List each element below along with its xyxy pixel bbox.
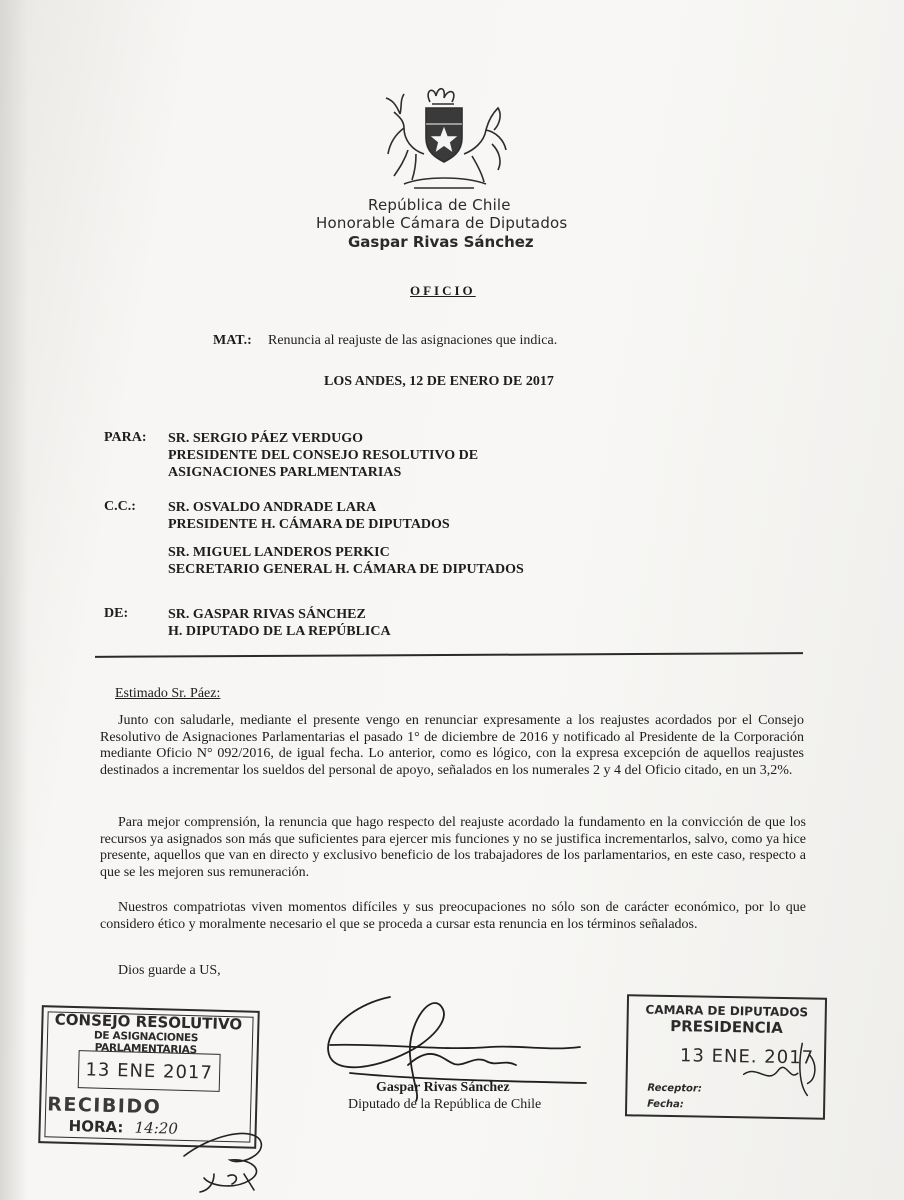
signer-name: Gaspar Rivas Sánchez [376, 1080, 510, 1095]
stamp-chamber-signature [737, 1034, 824, 1105]
de-label: DE: [104, 606, 129, 621]
cc-recipient-block-1 [168, 499, 450, 533]
salutation: Estimado Sr. Páez: [115, 686, 221, 701]
stamp-chamber-date: 13 ENE. 2017 [679, 1045, 815, 1069]
stamp-council-line2: DE ASIGNACIONES PARLAMENTARIAS [93, 1029, 199, 1057]
stamp-chamber-line2: PRESIDENCIA [670, 1017, 783, 1037]
header-republic: República de Chile [368, 196, 511, 214]
para-line: PRESIDENTE DEL CONSEJO RESOLUTIVO DE [168, 448, 479, 463]
place-date-line: LOS ANDES, 12 DE ENERO DE 2017 [324, 374, 554, 389]
stamp-hour-value: 14:20 [134, 1118, 179, 1138]
para-label: PARA: [104, 430, 147, 445]
closing-line: Dios guarde a US, [118, 963, 221, 978]
cc-line: SR. OSVALDO ANDRADE LARA [168, 500, 377, 515]
stamp-received-label: RECIBIDO [46, 1093, 162, 1119]
coat-of-arms-emblem [374, 84, 514, 194]
cc-recipient-block-2 [168, 544, 524, 578]
header-divider-rule [95, 652, 803, 658]
stamp-hour-row [68, 1117, 178, 1138]
cc-label: C.C.: [104, 499, 136, 514]
sender-block [168, 606, 391, 640]
reception-stamp-chamber [625, 994, 827, 1119]
body-paragraph: Junto con saludarle, mediante el presente vengo en renunciar expresamente a los reajustes acordados por el Consejo Resolutivo de Asignaciones Parlamentarias el pasado 1° de diciembre de 2016 y notificado al Presidente de la Corporación mediante Oficio N° 092/2016, de igual fecha. Lo anterior, como es lógico, con la expresa excepción de aquellos reajustes destinados a incrementar los sueldos del personal de apoyo, señalados en los numerales 2 y 4 del Oficio citado, en un 3,2%. [100, 713, 804, 778]
sender-line: H. DIPUTADO DE LA REPÚBLICA [168, 624, 391, 639]
para-line: ASIGNACIONES PARLMENTARIAS [168, 465, 402, 480]
subject-label: MAT.: [213, 333, 252, 348]
subject-text: Renuncia al reajuste de las asignaciones que indica. [268, 333, 558, 348]
stamp-date-box [78, 1050, 221, 1092]
body-paragraph: Para mejor comprensión, la renuncia que hago respecto del reajuste acordado la fundamento en la convicción de que los recursos ya asignados son más que suficientes para ejercer mis funciones y no se justifica incrementarlos, salvo, como ya hice presente, aquellos que van en directo y exclusivo beneficio de los trabajadores de los parlamentarios, en este caso, respecto a que se les mejoren sus remuneración. [100, 815, 806, 880]
sender-line: SR. GASPAR RIVAS SÁNCHEZ [168, 607, 366, 622]
stamp-fecha-label: Fecha: [647, 1098, 684, 1111]
signer-title: Diputado de la República de Chile [348, 1097, 542, 1112]
document-type-title: OFICIO [410, 283, 476, 298]
page-shadow [0, 0, 28, 1200]
cc-line: PRESIDENTE H. CÁMARA DE DIPUTADOS [168, 517, 450, 532]
stamp-date: 13 ENE 2017 [85, 1059, 214, 1084]
cc-line: SECRETARIO GENERAL H. CÁMARA DE DIPUTADOS [168, 562, 524, 577]
stamp-hour-label: HORA: [68, 1116, 124, 1137]
header-deputy-name: Gaspar Rivas Sánchez [348, 233, 534, 251]
reception-stamp-council [38, 1005, 260, 1149]
para-line: SR. SERGIO PÁEZ VERDUGO [168, 431, 364, 446]
para-recipient-block [168, 430, 478, 481]
cc-line: SR. MIGUEL LANDEROS PERKIC [168, 545, 390, 560]
body-paragraph: Nuestros compatriotas viven momentos difíciles y sus preocupaciones no sólo son de carácter económico, por lo que considero ético y moralmente necesario el que se proceda a cursar esta renuncia en los términos señalados. [100, 900, 806, 932]
stamp-receptor-label: Receptor: [647, 1082, 702, 1095]
stamp-chamber-line1: CAMARA DE DIPUTADOS [645, 1002, 809, 1020]
header-chamber: Honorable Cámara de Diputados [316, 214, 568, 232]
stamp-council-line1: CONSEJO RESOLUTIVO [54, 1010, 243, 1034]
